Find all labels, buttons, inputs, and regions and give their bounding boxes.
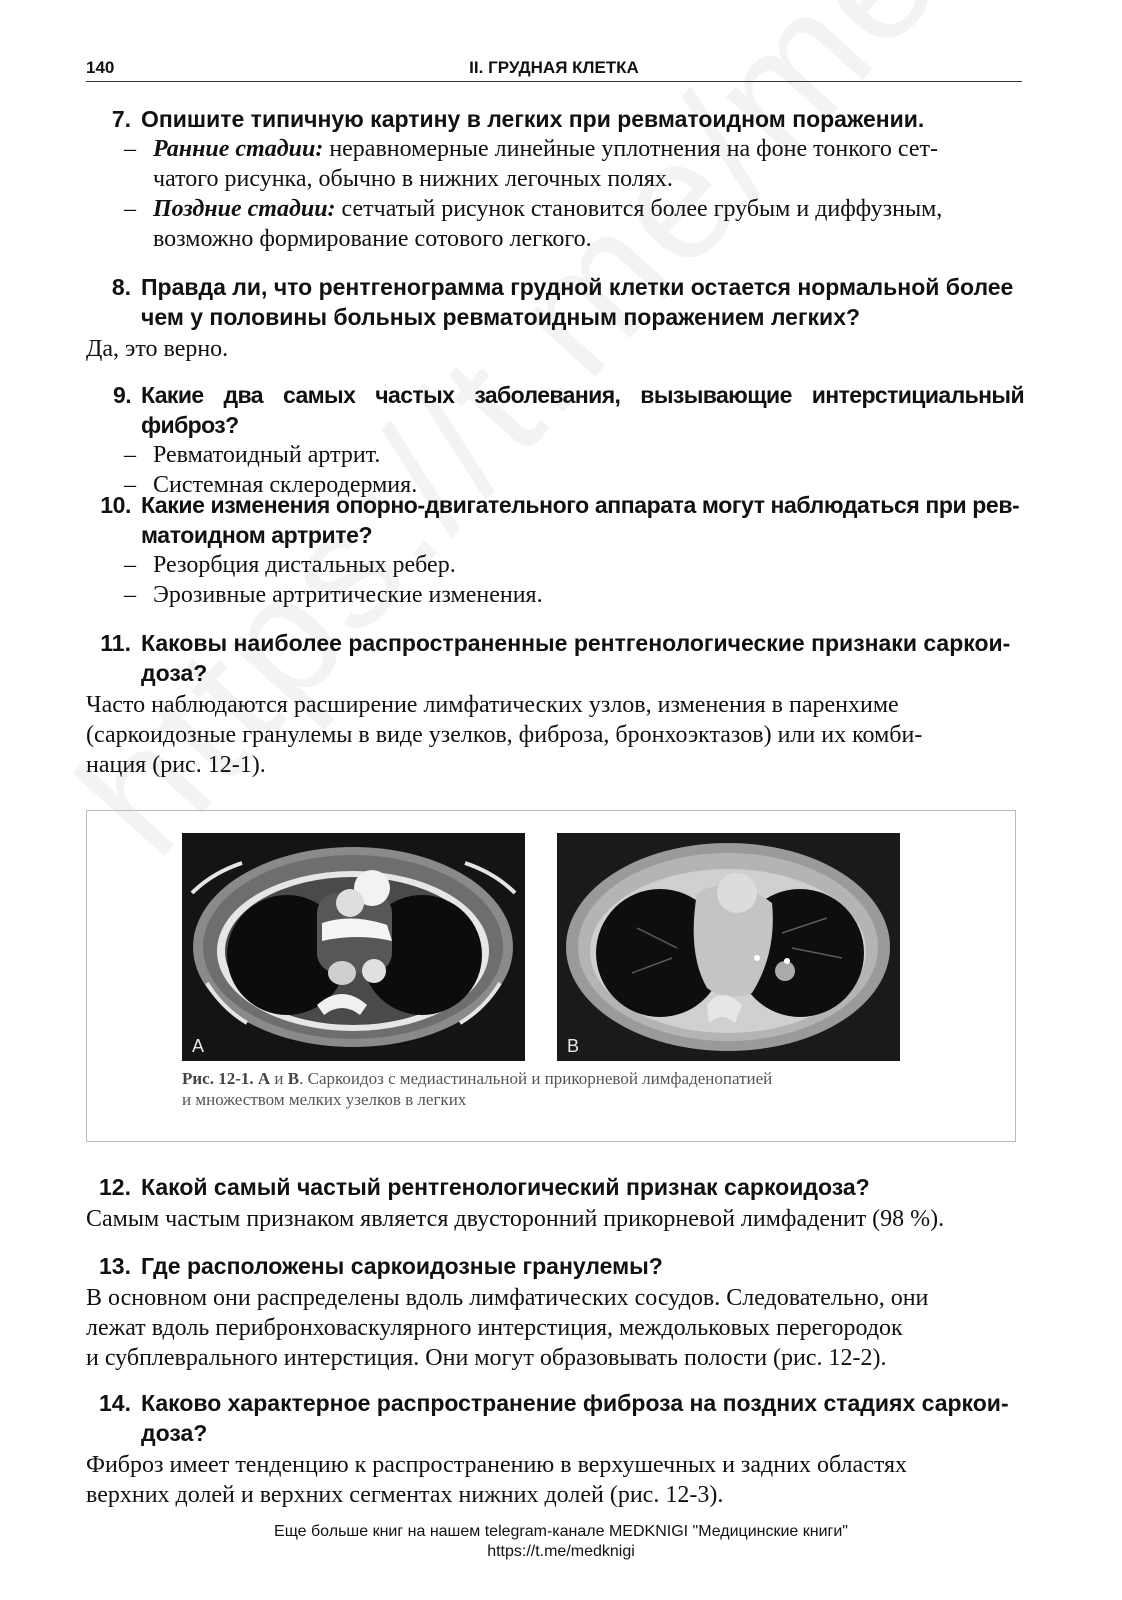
question-block-8 <box>86 272 1024 364</box>
term-label: Поздние стадии: <box>153 196 336 222</box>
item-text: сетчатый рисунок становится более грубым и диффузным, <box>341 196 943 222</box>
question-text: Каковы наиболее распространенные рентгенологические признаки саркои- <box>141 630 1011 656</box>
answer-13 <box>86 1283 1024 1373</box>
answer-line: В основном они распределены вдоль лимфатических сосудов. Следовательно, они <box>86 1285 929 1311</box>
question-block-9 <box>86 380 1024 500</box>
figure-12-1 <box>86 810 1016 1142</box>
answer-line: верхних долей и верхних сегментах нижних долей (рис. 12-3). <box>86 1482 724 1508</box>
footer-link[interactable]: https://t.me/medknigi <box>487 1543 635 1560</box>
answer-line: Часто наблюдаются расширение лимфатических узлов, изменения в паренхиме <box>86 692 899 718</box>
answer-line: лежат вдоль перибронховаскулярного интерстиция, междольковых перегородок <box>86 1315 903 1341</box>
question-12 <box>86 1172 1024 1202</box>
ct-scan-b-graphic <box>557 833 900 1061</box>
question-number: 13. <box>99 1253 131 1279</box>
question-number: 10. <box>100 492 131 518</box>
answer-line: и субплеврального интерстиция. Они могут образовывать полости (рис. 12-2). <box>86 1345 887 1371</box>
item-text: возможно формирование сотового легкого. <box>153 226 592 252</box>
question-block-7 <box>86 104 1024 254</box>
question-number: 7. <box>111 106 131 132</box>
figure-caption <box>182 1068 942 1110</box>
question-text: Правда ли, что рентгенограмма грудной клетки остается нормальной более <box>141 274 1014 300</box>
footer-promo <box>0 1522 1122 1562</box>
answer-12: Самым частым признаком является двусторонний прикорневой лимфаденит (98 %). <box>86 1206 945 1232</box>
question-text: Какие два самых частых заболевания, вызывающие интерстициальный фиброз? <box>141 382 1024 438</box>
item-text: Системная склеродермия. <box>153 472 418 498</box>
ct-scan-a-graphic <box>182 833 525 1061</box>
caption-reference: В <box>287 1069 300 1088</box>
question-block-10 <box>86 490 1024 610</box>
question-number: 9. <box>113 382 131 408</box>
running-head <box>86 55 1022 81</box>
item-text: чатого рисунка, обычно в нижних легочных полях. <box>153 166 673 192</box>
question-block-11 <box>86 628 1024 780</box>
page-number: 140 <box>86 58 115 77</box>
question-number: 12. <box>99 1174 131 1200</box>
caption-text: . Саркоидоз с медиастинальной и прикорневой лимфаденопатией <box>299 1069 773 1088</box>
question-text: матоидном артрите? <box>141 522 373 548</box>
panel-label-a: A <box>192 1036 205 1056</box>
question-9 <box>86 380 1024 440</box>
question-7 <box>86 104 1024 134</box>
question-block-13 <box>86 1251 1024 1373</box>
answer-14 <box>86 1450 1024 1510</box>
term-label: Ранние стадии: <box>153 136 324 162</box>
question-text: Какие изменения опорно-двигательного аппарата могут наблюдаться при рев- <box>141 492 1020 518</box>
question-block-14 <box>86 1388 1024 1510</box>
item-text: Резорбция дистальных ребер. <box>153 552 456 578</box>
question-text: доза? <box>141 1420 208 1446</box>
question-text: чем у половины больных ревматоидным поражением легких? <box>141 304 861 330</box>
question-text: Где расположены саркоидозные гранулемы? <box>141 1253 663 1279</box>
caption-reference: Рис. 12-1. А <box>182 1069 271 1088</box>
answer-line: (саркоидозные гранулемы в виде узелков, фиброза, бронхоэктазов) или их комби- <box>86 722 923 748</box>
panel-label-b: B <box>567 1036 580 1056</box>
question-block-12 <box>86 1172 1024 1234</box>
ct-image-b <box>557 833 900 1061</box>
question-8 <box>86 272 1024 332</box>
question-10 <box>86 490 1024 550</box>
question-text: Каково характерное распространение фиброза на поздних стадиях саркои- <box>141 1390 1009 1416</box>
question-text: доза? <box>141 660 208 686</box>
question-number: 14. <box>99 1390 131 1416</box>
list-item: – Резорбция дистальных ребер. <box>124 552 456 578</box>
answer-line: Фиброз имеет тенденцию к распространению в верхушечных и задних областях <box>86 1452 908 1478</box>
question-number: 11. <box>100 630 131 656</box>
question-text: Какой самый частый рентгенологический признак саркоидоза? <box>141 1174 870 1200</box>
question-text: Опишите типичную картину в легких при ревматоидном поражении. <box>141 106 925 132</box>
item-text: неравномерные линейные уплотнения на фоне тонкого сет- <box>329 136 938 162</box>
caption-text: и множеством мелких узелков в легких <box>182 1090 467 1109</box>
question-14 <box>86 1388 1024 1448</box>
ct-image-a <box>182 833 525 1061</box>
list-item: – Ранние стадии: неравномерные линейные уплотнения на фоне тонкого сет- чатого рисунка, обычно в нижних легочных полях. <box>124 136 938 192</box>
list-item: – Эрозивные артритические изменения. <box>124 582 543 608</box>
answer-line: нация (рис. 12-1). <box>86 752 266 778</box>
caption-text: и <box>270 1069 288 1088</box>
question-number: 8. <box>111 274 131 300</box>
footer-text: Еще больше книг на нашем telegram-канале MEDKNIGI "Медицинские книги" <box>274 1523 848 1540</box>
question-11 <box>86 628 1024 688</box>
list-item: – Ревматоидный артрит. <box>124 442 381 468</box>
header-rule <box>86 81 1022 82</box>
list-item: – Системная склеродермия. <box>124 472 418 498</box>
answer-8: Да, это верно. <box>86 336 229 362</box>
item-text: Ревматоидный артрит. <box>153 442 381 468</box>
list-item: – Поздние стадии: сетчатый рисунок становится более грубым и диффузным, возможно формирование сотового легкого. <box>124 196 943 252</box>
item-text: Эрозивные артритические изменения. <box>153 582 543 608</box>
answer-11 <box>86 690 1024 780</box>
question-13 <box>86 1251 1024 1281</box>
section-title: II. ГРУДНАЯ КЛЕТКА <box>469 58 639 77</box>
